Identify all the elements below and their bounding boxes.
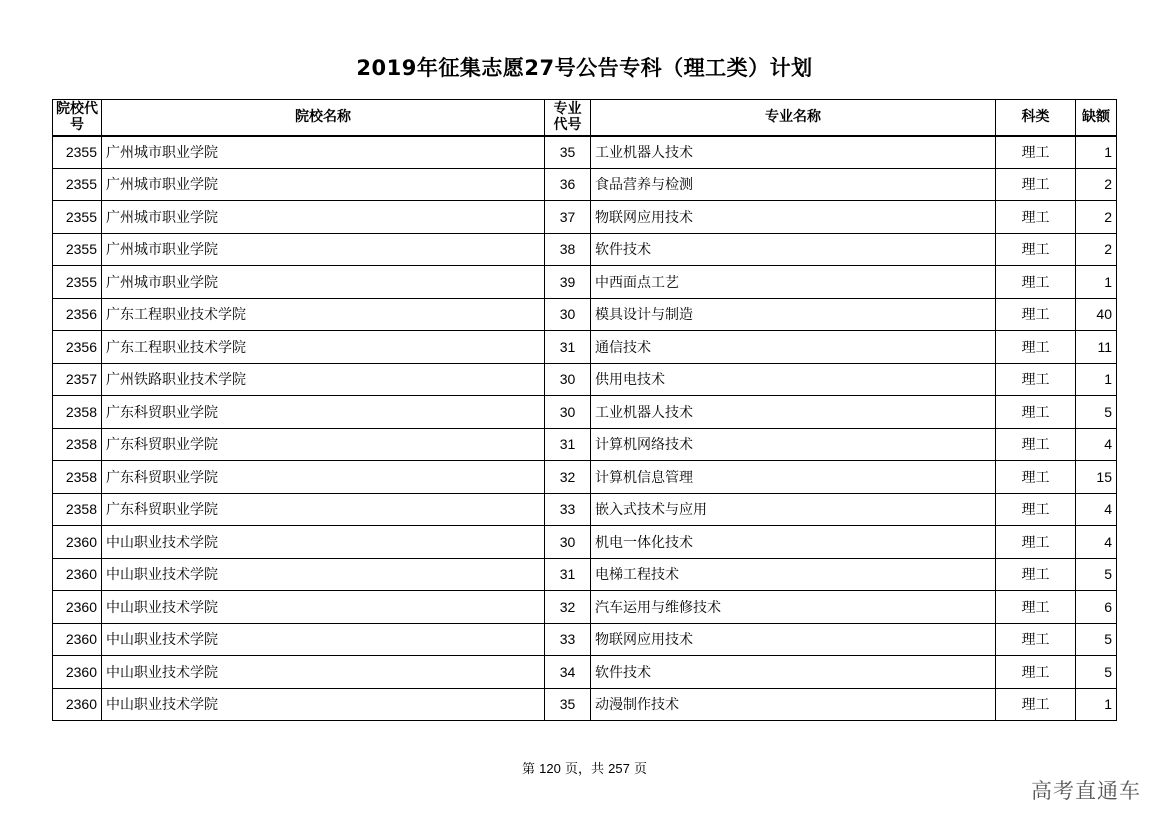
- cell-major-name: 工业机器人技术: [591, 136, 996, 169]
- cell-quota: 1: [1076, 266, 1117, 299]
- cell-major-code: 31: [545, 428, 591, 461]
- watermark-logo: 高考直通车: [1031, 779, 1141, 803]
- cell-category: 理工: [996, 266, 1076, 299]
- cell-school-name: 广东科贸职业学院: [102, 461, 545, 494]
- cell-major-name: 动漫制作技术: [591, 688, 996, 721]
- cell-quota: 40: [1076, 298, 1117, 331]
- cell-major-code: 35: [545, 688, 591, 721]
- cell-school-code: 2355: [53, 233, 102, 266]
- table-row: [53, 558, 1117, 591]
- cell-quota: 1: [1076, 363, 1117, 396]
- cell-quota: 6: [1076, 591, 1117, 624]
- cell-major-code: 30: [545, 526, 591, 559]
- table-row: [53, 591, 1117, 624]
- cell-category: 理工: [996, 363, 1076, 396]
- cell-major-code: 31: [545, 558, 591, 591]
- cell-major-code: 38: [545, 233, 591, 266]
- cell-quota: 1: [1076, 136, 1117, 169]
- table-row: [53, 233, 1117, 266]
- cell-category: 理工: [996, 623, 1076, 656]
- cell-major-name: 模具设计与制造: [591, 298, 996, 331]
- cell-school-name: 中山职业技术学院: [102, 591, 545, 624]
- footer-page-number: 120: [539, 761, 561, 776]
- footer-suffix: 页: [633, 762, 647, 777]
- cell-school-name: 广州城市职业学院: [102, 266, 545, 299]
- cell-school-name: 广东科贸职业学院: [102, 396, 545, 429]
- cell-school-code: 2356: [53, 331, 102, 364]
- table-row: [53, 168, 1117, 201]
- cell-category: 理工: [996, 526, 1076, 559]
- cell-major-code: 30: [545, 298, 591, 331]
- cell-category: 理工: [996, 493, 1076, 526]
- cell-category: 理工: [996, 688, 1076, 721]
- cell-major-name: 物联网应用技术: [591, 623, 996, 656]
- cell-quota: 5: [1076, 396, 1117, 429]
- table-row: [53, 363, 1117, 396]
- cell-school-code: 2360: [53, 558, 102, 591]
- table-row: [53, 461, 1117, 494]
- cell-major-name: 工业机器人技术: [591, 396, 996, 429]
- footer-prefix: 第: [521, 762, 535, 777]
- cell-major-name: 供用电技术: [591, 363, 996, 396]
- cell-category: 理工: [996, 428, 1076, 461]
- cell-category: 理工: [996, 201, 1076, 234]
- cell-quota: 2: [1076, 201, 1117, 234]
- cell-major-name: 机电一体化技术: [591, 526, 996, 559]
- cell-major-name: 软件技术: [591, 233, 996, 266]
- cell-school-name: 中山职业技术学院: [102, 623, 545, 656]
- cell-major-code: 33: [545, 493, 591, 526]
- cell-school-name: 广州城市职业学院: [102, 136, 545, 169]
- cell-quota: 1: [1076, 688, 1117, 721]
- cell-major-name: 计算机网络技术: [591, 428, 996, 461]
- header-quota: 缺额: [1076, 100, 1117, 136]
- cell-major-code: 32: [545, 461, 591, 494]
- cell-school-code: 2356: [53, 298, 102, 331]
- table-row: [53, 396, 1117, 429]
- table-row: [53, 526, 1117, 559]
- cell-school-code: 2357: [53, 363, 102, 396]
- cell-quota: 15: [1076, 461, 1117, 494]
- cell-school-name: 广东工程职业技术学院: [102, 331, 545, 364]
- page-footer: [0, 758, 1169, 777]
- cell-major-code: 34: [545, 656, 591, 689]
- cell-category: 理工: [996, 331, 1076, 364]
- table-row: [53, 493, 1117, 526]
- cell-major-name: 通信技术: [591, 331, 996, 364]
- cell-major-name: 中西面点工艺: [591, 266, 996, 299]
- cell-school-code: 2360: [53, 688, 102, 721]
- cell-quota: 11: [1076, 331, 1117, 364]
- cell-school-name: 中山职业技术学院: [102, 688, 545, 721]
- cell-school-code: 2360: [53, 591, 102, 624]
- cell-major-name: 软件技术: [591, 656, 996, 689]
- cell-school-name: 广东科贸职业学院: [102, 493, 545, 526]
- cell-school-code: 2355: [53, 201, 102, 234]
- cell-school-name: 广州城市职业学院: [102, 233, 545, 266]
- cell-school-name: 中山职业技术学院: [102, 656, 545, 689]
- table-row: [53, 688, 1117, 721]
- cell-school-code: 2360: [53, 656, 102, 689]
- table-row: [53, 623, 1117, 656]
- table-row: [53, 298, 1117, 331]
- cell-major-code: 37: [545, 201, 591, 234]
- cell-school-code: 2355: [53, 136, 102, 169]
- table-row: [53, 331, 1117, 364]
- cell-school-name: 广东工程职业技术学院: [102, 298, 545, 331]
- cell-major-name: 食品营养与检测: [591, 168, 996, 201]
- header-row: [53, 100, 1117, 136]
- cell-quota: 4: [1076, 526, 1117, 559]
- cell-category: 理工: [996, 591, 1076, 624]
- cell-school-code: 2358: [53, 461, 102, 494]
- table-row: [53, 136, 1117, 169]
- footer-total-pages: 257: [608, 761, 630, 776]
- cell-school-name: 中山职业技术学院: [102, 558, 545, 591]
- cell-major-name: 物联网应用技术: [591, 201, 996, 234]
- cell-major-code: 36: [545, 168, 591, 201]
- table-row: [53, 201, 1117, 234]
- cell-school-code: 2358: [53, 493, 102, 526]
- cell-quota: 4: [1076, 428, 1117, 461]
- cell-school-code: 2355: [53, 168, 102, 201]
- cell-category: 理工: [996, 461, 1076, 494]
- cell-category: 理工: [996, 656, 1076, 689]
- cell-category: 理工: [996, 136, 1076, 169]
- cell-category: 理工: [996, 396, 1076, 429]
- cell-major-name: 汽车运用与维修技术: [591, 591, 996, 624]
- cell-school-name: 中山职业技术学院: [102, 526, 545, 559]
- cell-major-code: 32: [545, 591, 591, 624]
- cell-school-name: 广州城市职业学院: [102, 201, 545, 234]
- cell-major-code: 31: [545, 331, 591, 364]
- cell-school-code: 2360: [53, 623, 102, 656]
- cell-school-name: 广州城市职业学院: [102, 168, 545, 201]
- page-title: 2019年征集志愿27号公告专科（理工类）计划: [356, 56, 813, 80]
- table-row: [53, 266, 1117, 299]
- table-row: [53, 428, 1117, 461]
- cell-major-code: 39: [545, 266, 591, 299]
- cell-quota: 4: [1076, 493, 1117, 526]
- cell-major-name: 计算机信息管理: [591, 461, 996, 494]
- header-category: 科类: [996, 100, 1076, 136]
- cell-quota: 2: [1076, 233, 1117, 266]
- cell-quota: 2: [1076, 168, 1117, 201]
- cell-major-code: 35: [545, 136, 591, 169]
- cell-major-code: 33: [545, 623, 591, 656]
- cell-school-code: 2360: [53, 526, 102, 559]
- header-major-name: 专业名称: [591, 100, 996, 136]
- header-school-code: 院校代号: [53, 100, 102, 136]
- plan-table-body: [53, 136, 1117, 721]
- cell-school-code: 2358: [53, 396, 102, 429]
- cell-quota: 5: [1076, 656, 1117, 689]
- cell-major-name: 嵌入式技术与应用: [591, 493, 996, 526]
- cell-quota: 5: [1076, 558, 1117, 591]
- cell-quota: 5: [1076, 623, 1117, 656]
- footer-mid: 页，共: [564, 762, 604, 777]
- header-school-name: 院校名称: [102, 100, 545, 136]
- cell-school-code: 2355: [53, 266, 102, 299]
- cell-school-name: 广州铁路职业技术学院: [102, 363, 545, 396]
- cell-category: 理工: [996, 298, 1076, 331]
- cell-category: 理工: [996, 558, 1076, 591]
- header-major-code: 专业代号: [545, 100, 591, 136]
- table-row: [53, 656, 1117, 689]
- cell-school-code: 2358: [53, 428, 102, 461]
- cell-major-code: 30: [545, 363, 591, 396]
- cell-school-name: 广东科贸职业学院: [102, 428, 545, 461]
- cell-category: 理工: [996, 168, 1076, 201]
- cell-major-name: 电梯工程技术: [591, 558, 996, 591]
- cell-category: 理工: [996, 233, 1076, 266]
- cell-major-code: 30: [545, 396, 591, 429]
- plan-table: [52, 99, 1117, 721]
